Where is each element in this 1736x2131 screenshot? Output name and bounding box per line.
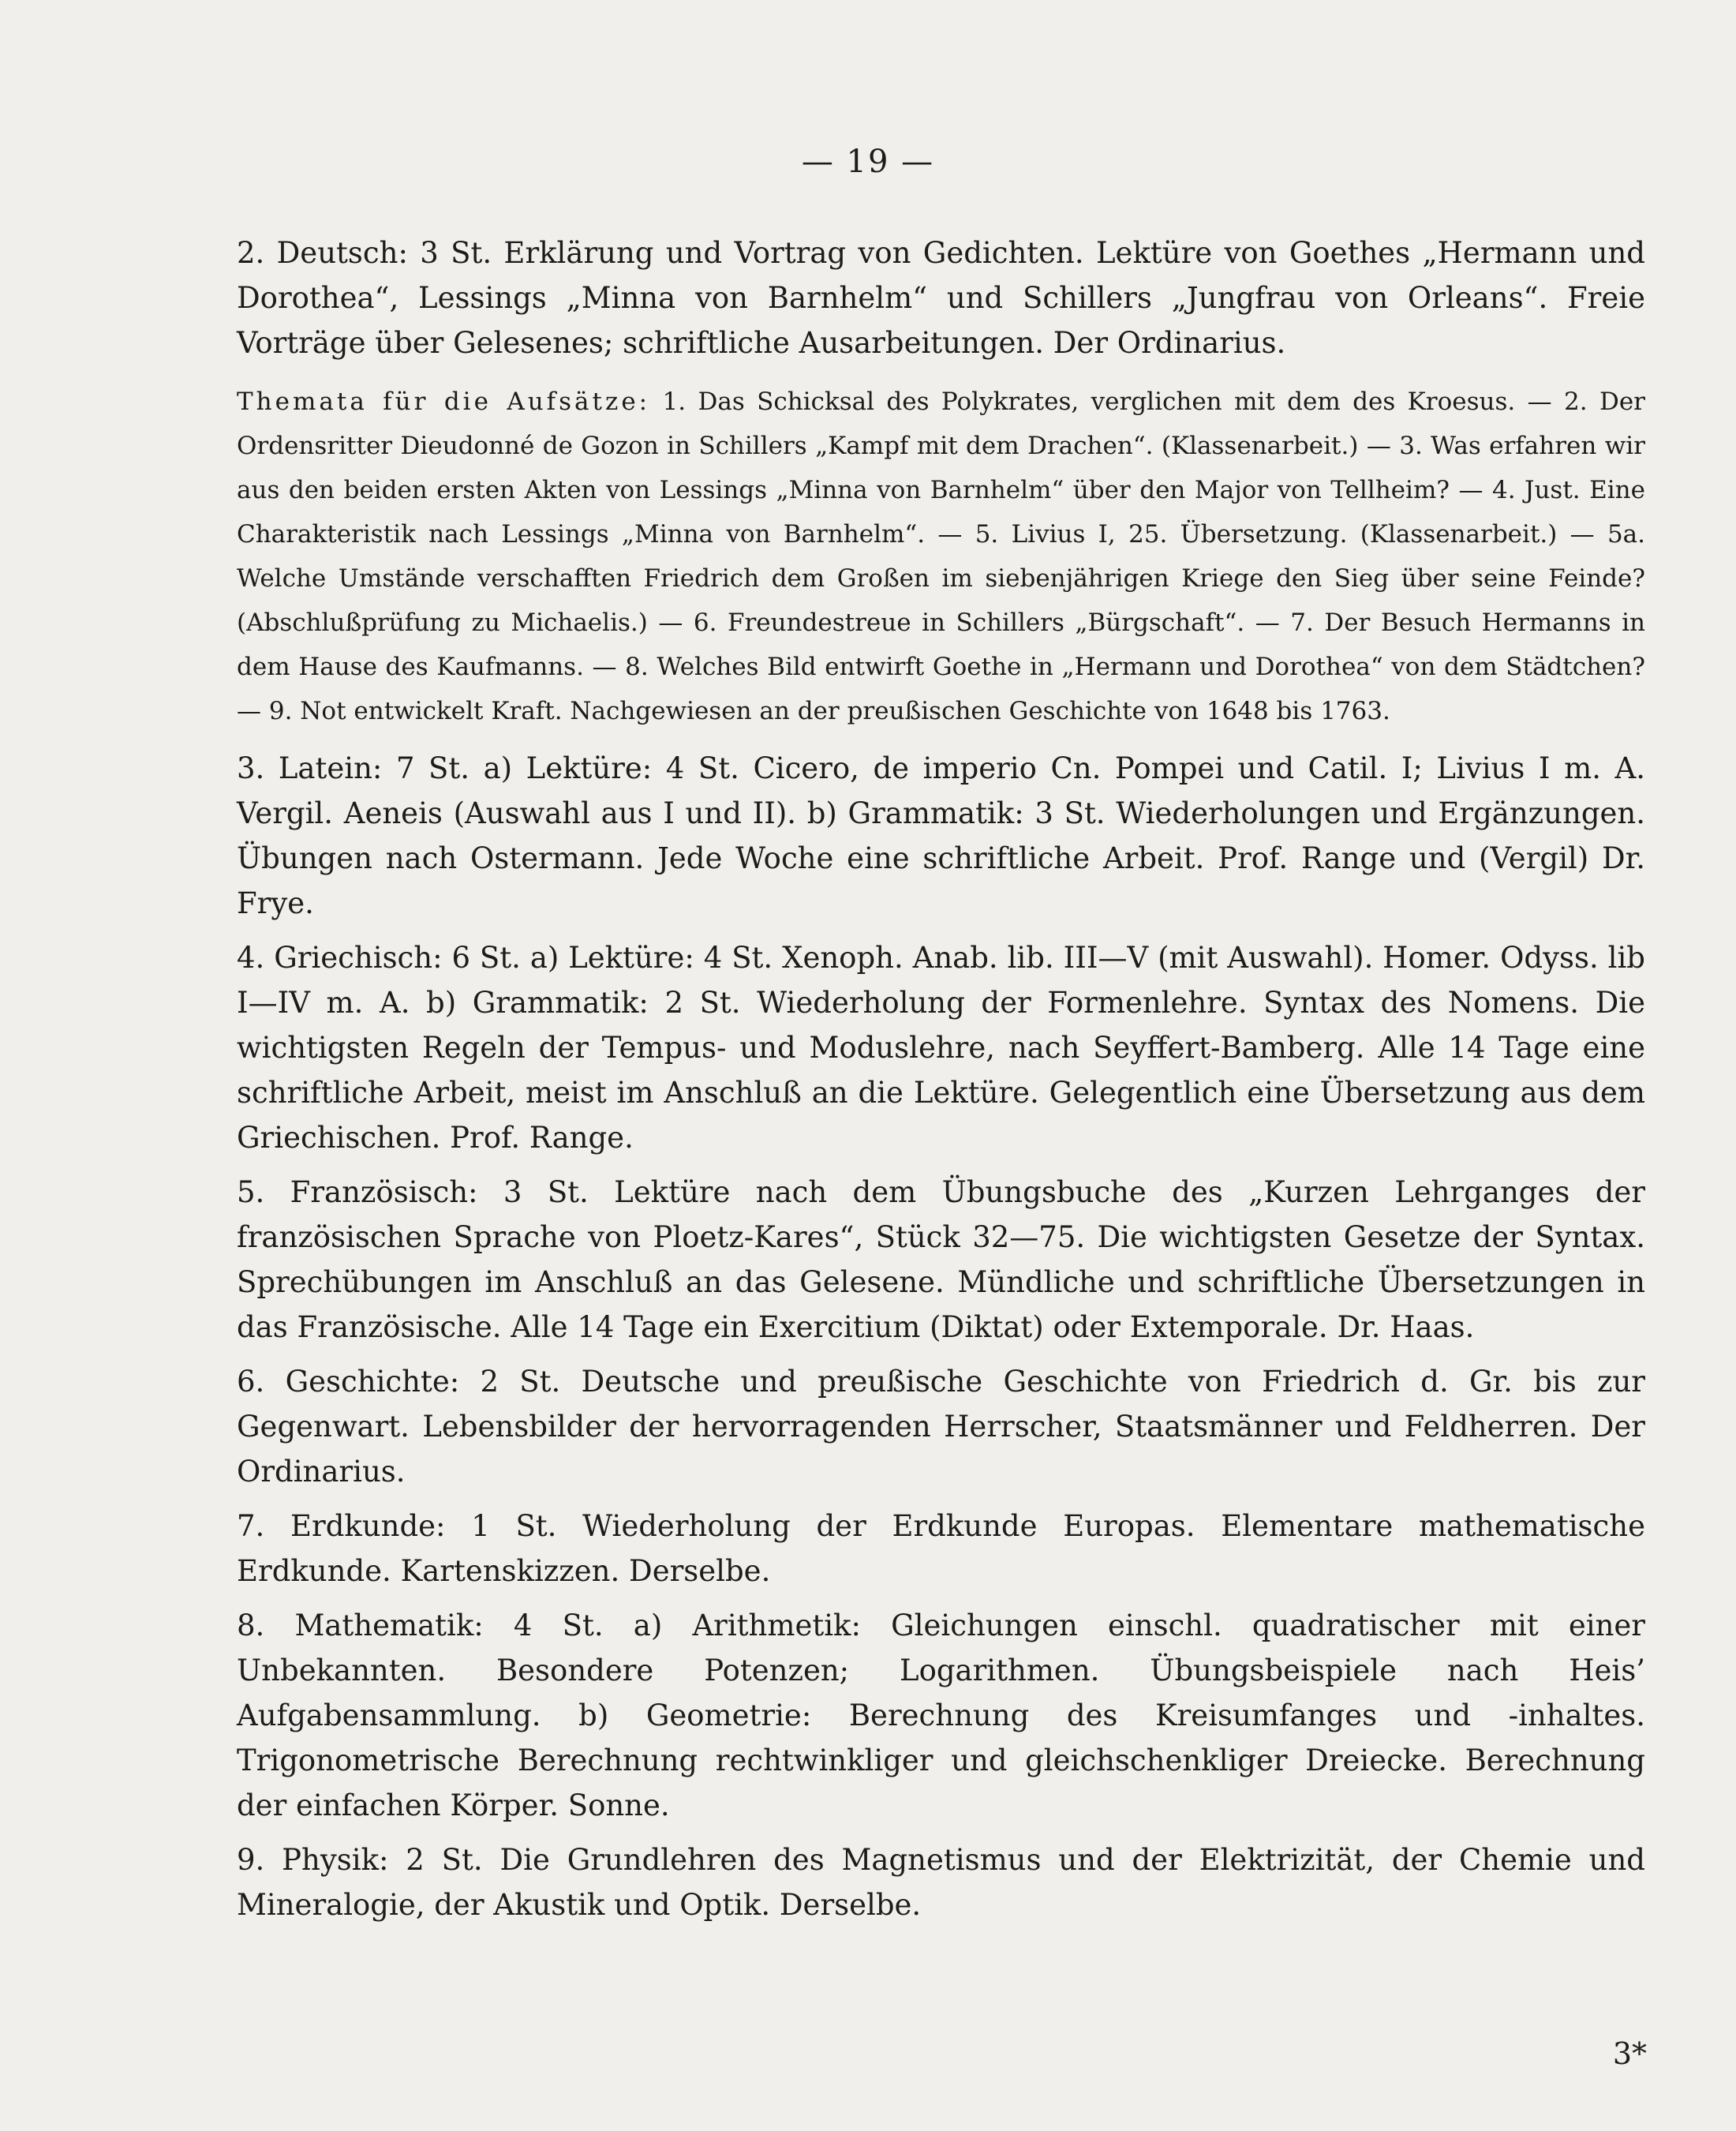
page-number: — 19 —	[801, 144, 935, 180]
section-geschichte: 6. Geschichte: 2 St. Deutsche und preußische Geschichte von Friedrich d. Gr. bis zur Gegenwart. Lebensbilder der hervorragenden Herrscher, Staatsmänner und Feldherren. Der Ordinarius.	[237, 1365, 1645, 1489]
section-erdkunde: 7. Erdkunde: 1 St. Wiederholung der Erdkunde Europas. Elementare mathematische Erdkunde. Kartenskizzen. Derselbe.	[237, 1509, 1645, 1588]
signature-mark: 3*	[1612, 2036, 1647, 2071]
section-franzoesisch: 5. Französisch: 3 St. Lektüre nach dem Übungsbuche des „Kurzen Lehrganges der französischen Sprache von Ploetz-Kares“, Stück 32—75. Die wichtigsten Gesetze der Syntax. Sprechübungen im Anschluß an das Gelesene. Mündliche und schriftliche Übersetzungen in das Französische. Alle 14 Tage ein Exercitium (Diktat) oder Extemporale. Dr. Haas.	[237, 1175, 1645, 1344]
essay-topics	[237, 380, 1645, 733]
essay-topics-list: 1. Das Schicksal des Polykrates, verglichen mit dem des Kroesus. — 2. Der Ordensritter Dieudonné de Gozon in Schillers „Kampf mit dem Drachen“. (Klassenarbeit.) — 3. Was erfahren wir aus den beiden ersten Akten von Lessings „Minna von Barnhelm“ über den Major von Tellheim? — 4. Just. Eine Charakteristik nach Lessings „Minna von Barnhelm“. — 5. Livius I, 25. Übersetzung. (Klassenarbeit.) — 5a. Welche Umstände verschafften Friedrich dem Großen im siebenjährigen Kriege den Sieg über seine Feinde? (Abschlußprüfung zu Michaelis.) — 6. Freundestreue in Schillers „Bürgschaft“. — 7. Der Besuch Hermanns in dem Hause des Kaufmanns. — 8. Welches Bild entwirft Goethe in „Hermann und Dorothea“ von dem Städtchen? — 9. Not entwickelt Kraft. Nachgewiesen an der preußischen Geschichte von 1648 bis 1763.	[237, 388, 1645, 725]
section-latein: 3. Latein: 7 St. a) Lektüre: 4 St. Cicero, de imperio Cn. Pompei und Catil. I; Livius I m. A. Vergil. Aeneis (Auswahl aus I und II). b) Grammatik: 3 St. Wiederholungen und Ergänzungen. Übungen nach Ostermann. Jede Woche eine schriftliche Arbeit. Prof. Range und (Vergil) Dr. Frye.	[237, 751, 1645, 920]
section-physik: 9. Physik: 2 St. Die Grundlehren des Magnetismus und der Elektrizität, der Chemie und Mineralogie, der Akustik und Optik. Derselbe.	[237, 1843, 1645, 1922]
essay-topics-heading: Themata für die Aufsätze:	[237, 388, 651, 416]
section-deutsch: 2. Deutsch: 3 St. Erklärung und Vortrag von Gedichten. Lektüre von Goethes „Hermann und Dorothea“, Lessings „Minna von Barnhelm“ und Schillers „Jungfrau von Orleans“. Freie Vorträge über Gelesenes; schriftliche Ausarbeitungen. Der Ordinarius.	[237, 236, 1645, 360]
document-body	[237, 230, 1645, 1937]
section-griechisch: 4. Griechisch: 6 St. a) Lektüre: 4 St. Xenoph. Anab. lib. III—V (mit Auswahl). Homer. Odyss. lib I—IV m. A. b) Grammatik: 2 St. Wiederholung der Formenlehre. Syntax des Nomens. Die wichtigsten Regeln der Tempus- und Moduslehre, nach Seyffert-Bamberg. Alle 14 Tage eine schriftliche Arbeit, meist im Anschluß an die Lektüre. Gelegentlich eine Übersetzung aus dem Griechischen. Prof. Range.	[237, 941, 1645, 1155]
section-mathematik: 8. Mathematik: 4 St. a) Arithmetik: Gleichungen einschl. quadratischer mit einer Unbekannten. Besondere Potenzen; Logarithmen. Übungsbeispiele nach Heis’ Aufgabensammlung. b) Geometrie: Berechnung des Kreisumfanges und -inhaltes. Trigonometrische Berechnung rechtwinkliger und gleichschenkliger Dreiecke. Berechnung der einfachen Körper. Sonne.	[237, 1609, 1645, 1822]
